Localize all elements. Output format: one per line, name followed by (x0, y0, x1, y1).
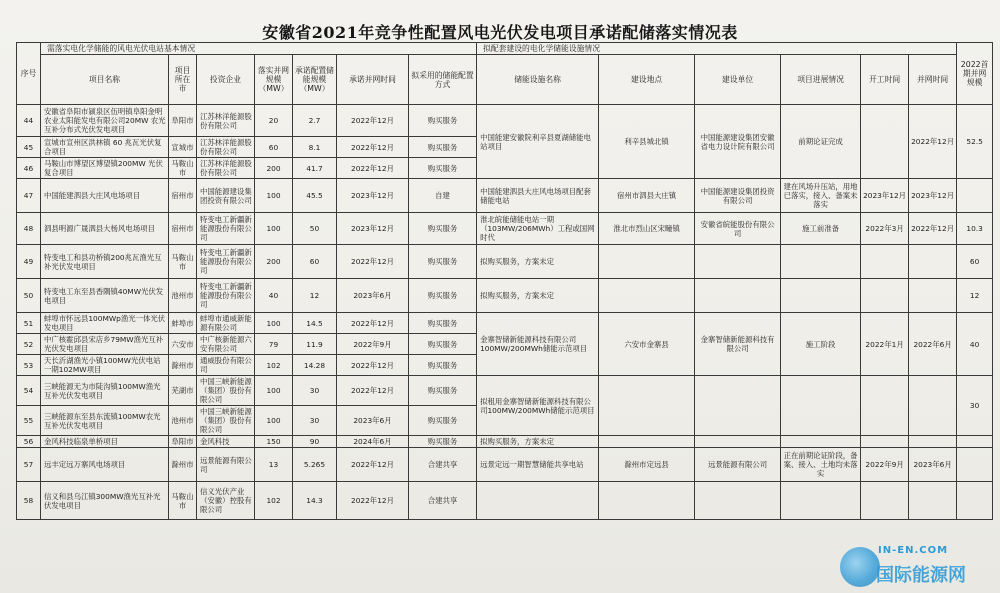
cell-city: 宿州市 (169, 179, 197, 213)
cell-start-time (861, 482, 909, 520)
cell-seq: 51 (17, 313, 41, 334)
cell-facility-name: 拟购买服务，方案未定 (477, 279, 599, 313)
cell-investor: 江苏林洋能源股份有限公司 (197, 105, 255, 137)
table-row (17, 213, 993, 245)
cell-seq: 45 (17, 137, 41, 158)
cell-first-batch (957, 482, 993, 520)
cell-grid-time: 2022年12月 (337, 313, 409, 334)
cell-builder: 中国能源建设集团安徽省电力设计院有限公司 (695, 105, 781, 179)
table-row (17, 279, 993, 313)
cell-start-time: 2022年9月 (861, 448, 909, 482)
cell-location (599, 436, 695, 448)
header-start-time: 开工时间 (861, 55, 909, 105)
cell-city: 滁州市 (169, 355, 197, 376)
cell-first-batch: 60 (957, 245, 993, 279)
cell-investor: 信义光伏产业（安徽）控股有限公司 (197, 482, 255, 520)
cell-facility-name: 淮北皖能储能电站一期（103MW/206MWh）工程或国网时代 (477, 213, 599, 245)
cell-capacity: 102 (255, 482, 293, 520)
cell-grid-time: 2022年12月 (337, 245, 409, 279)
cell-storage-scale: 45.5 (293, 179, 337, 213)
cell-project-name: 三峡能源无为市陡沟镇100MW渔光互补光伏发电项目 (41, 376, 169, 406)
cell-project-name: 金风科技临泉单桥项目 (41, 436, 169, 448)
cell-start-time (861, 245, 909, 279)
cell-capacity: 100 (255, 313, 293, 334)
cell-grid-time: 2023年12月 (337, 213, 409, 245)
cell-storage-scale: 30 (293, 406, 337, 436)
header-seq: 序号 (17, 43, 41, 105)
cell-builder (695, 245, 781, 279)
cell-investor: 江苏林洋能源股份有限公司 (197, 137, 255, 158)
cell-facility-name: 中国能建安徽院利辛县夏湖储能电站项目 (477, 105, 599, 179)
cell-investor: 中国三峡新能源（集团）股份有限公司 (197, 376, 255, 406)
cell-project-name: 中广核霍邱县宋店乡79MW渔光互补光伏发电项目 (41, 334, 169, 355)
cell-grid-time: 2022年12月 (337, 448, 409, 482)
cell-capacity: 100 (255, 213, 293, 245)
cell-progress (781, 279, 861, 313)
cell-config-mode: 购买服务 (409, 245, 477, 279)
cell-facility-name: 拟购买服务，方案未定 (477, 245, 599, 279)
cell-config-mode: 购买服务 (409, 376, 477, 406)
cell-location (599, 245, 695, 279)
cell-investor: 特变电工新疆新能源股份有限公司 (197, 213, 255, 245)
cell-config-mode: 合建共享 (409, 482, 477, 520)
cell-seq: 58 (17, 482, 41, 520)
cell-start-time: 2023年12月 (861, 179, 909, 213)
cell-connect-time (909, 436, 957, 448)
cell-investor: 远景能源有限公司 (197, 448, 255, 482)
cell-progress: 正在前期论证阶段，备案、接入、土地均未落实 (781, 448, 861, 482)
cell-first-batch (957, 448, 993, 482)
cell-grid-time: 2023年12月 (337, 179, 409, 213)
cell-storage-scale: 60 (293, 245, 337, 279)
cell-storage-scale: 30 (293, 376, 337, 406)
cell-facility-name (477, 482, 599, 520)
cell-capacity: 60 (255, 137, 293, 158)
cell-location: 淮北市烈山区宋疃镇 (599, 213, 695, 245)
cell-seq: 57 (17, 448, 41, 482)
cell-connect-time: 2022年6月 (909, 313, 957, 376)
cell-first-batch: 12 (957, 279, 993, 313)
header-connect-time: 并网时间 (909, 55, 957, 105)
cell-first-batch (957, 179, 993, 213)
cell-grid-time: 2022年12月 (337, 376, 409, 406)
cell-start-time (861, 436, 909, 448)
cell-capacity: 13 (255, 448, 293, 482)
cell-city: 蚌埠市 (169, 313, 197, 334)
header-capacity: 落实并网规模（MW） (255, 55, 293, 105)
header-first-batch: 2022首期并网规模 (957, 43, 993, 105)
cell-seq: 56 (17, 436, 41, 448)
cell-first-batch (957, 436, 993, 448)
cell-capacity: 200 (255, 158, 293, 179)
cell-connect-time (909, 376, 957, 436)
cell-storage-scale: 14.5 (293, 313, 337, 334)
cell-progress: 建在风场升压站，用地已落实，接入、备案未落实 (781, 179, 861, 213)
header-facility-name: 储能设施名称 (477, 55, 599, 105)
cell-first-batch: 52.5 (957, 105, 993, 179)
watermark-cn: 国际能源网 (876, 565, 966, 586)
cell-city: 马鞍山市 (169, 158, 197, 179)
cell-config-mode: 购买服务 (409, 137, 477, 158)
table-row (17, 179, 993, 213)
cell-project-name: 特变电工和县功桥镇200兆瓦渔光互补光伏发电项目 (41, 245, 169, 279)
cell-capacity: 100 (255, 179, 293, 213)
cell-location: 利辛县城北镇 (599, 105, 695, 179)
cell-investor: 中广核新能源六安有限公司 (197, 334, 255, 355)
cell-grid-time: 2022年9月 (337, 334, 409, 355)
cell-config-mode: 购买服务 (409, 334, 477, 355)
cell-config-mode: 购买服务 (409, 355, 477, 376)
cell-progress: 施工前准备 (781, 213, 861, 245)
cell-capacity: 20 (255, 105, 293, 137)
cell-seq: 52 (17, 334, 41, 355)
cell-grid-time: 2022年12月 (337, 158, 409, 179)
cell-investor: 通威股份有限公司 (197, 355, 255, 376)
cell-config-mode: 购买服务 (409, 105, 477, 137)
cell-storage-scale: 5.265 (293, 448, 337, 482)
cell-progress: 施工阶段 (781, 313, 861, 376)
cell-city: 宿州市 (169, 213, 197, 245)
cell-facility-name: 金寨智储新能源科技有限公司100MW/200MWh储能示范项目 (477, 313, 599, 376)
cell-project-name: 安徽省阜阳市颍泉区伍明镇阜阳金明农业太阳能发电有限公司20MW 农光互补分布式光伏发电项目 (41, 105, 169, 137)
cell-capacity: 200 (255, 245, 293, 279)
cell-grid-time: 2024年6月 (337, 436, 409, 448)
cell-city: 马鞍山市 (169, 245, 197, 279)
cell-project-name: 宣城市宣州区洪林镇 60 兆瓦光伏复合项目 (41, 137, 169, 158)
table-row (17, 482, 993, 520)
cell-project-name: 蚌埠市怀远县100MWp渔光一体光伏发电项目 (41, 313, 169, 334)
header-project-name: 项目名称 (41, 55, 169, 105)
cell-investor: 中国三峡新能源（集团）股份有限公司 (197, 406, 255, 436)
table-row (17, 448, 993, 482)
cell-project-name: 远丰定远万寨风电场项目 (41, 448, 169, 482)
cell-facility-name: 拟购买服务，方案未定 (477, 436, 599, 448)
globe-icon (840, 547, 880, 587)
document-title: 安徽省2021年竞争性配置风电光伏发电项目承诺配储落实情况表 (262, 23, 738, 42)
header-city: 项目所在市 (169, 55, 197, 105)
cell-seq: 50 (17, 279, 41, 313)
table-row (17, 313, 993, 334)
cell-seq: 55 (17, 406, 41, 436)
cell-connect-time: 2022年12月 (909, 213, 957, 245)
cell-project-name: 天长沂湖渔光小镇100MW光伏电站一期102MW项目 (41, 355, 169, 376)
cell-seq: 53 (17, 355, 41, 376)
cell-project-name: 中国能建泗县大庄风电场项目 (41, 179, 169, 213)
cell-city: 阜阳市 (169, 105, 197, 137)
cell-city: 滁州市 (169, 448, 197, 482)
cell-progress: 前期论证完成 (781, 105, 861, 179)
cell-grid-time: 2022年12月 (337, 482, 409, 520)
table-body (17, 105, 993, 520)
header-builder: 建设单位 (695, 55, 781, 105)
table-row (17, 105, 993, 137)
header-storage-scale: 承诺配置储能规模（MW） (293, 55, 337, 105)
cell-connect-time (909, 482, 957, 520)
cell-config-mode: 购买服务 (409, 213, 477, 245)
cell-location: 滁州市定远县 (599, 448, 695, 482)
cell-investor: 江苏林洋能源股份有限公司 (197, 158, 255, 179)
cell-config-mode: 合建共享 (409, 448, 477, 482)
cell-facility-name: 拟租用金寨智储新能源科技有限公司100MW/200MWh储能示范项目 (477, 376, 599, 436)
cell-facility-name: 中国能建泗县大庄风电场项目配套储能电站 (477, 179, 599, 213)
cell-seq: 47 (17, 179, 41, 213)
cell-project-name: 泗县明源广晟泗县大杨风电场项目 (41, 213, 169, 245)
cell-storage-scale: 41.7 (293, 158, 337, 179)
cell-city: 六安市 (169, 334, 197, 355)
cell-city: 池州市 (169, 406, 197, 436)
cell-config-mode: 购买服务 (409, 158, 477, 179)
cell-capacity: 150 (255, 436, 293, 448)
cell-start-time (861, 105, 909, 179)
cell-location: 宿州市泗县大庄镇 (599, 179, 695, 213)
cell-storage-scale: 90 (293, 436, 337, 448)
table-row (17, 376, 993, 406)
header-progress: 项目进展情况 (781, 55, 861, 105)
cell-city: 阜阳市 (169, 436, 197, 448)
cell-config-mode: 购买服务 (409, 279, 477, 313)
cell-investor: 中国能源建设集团投资有限公司 (197, 179, 255, 213)
cell-start-time: 2022年3月 (861, 213, 909, 245)
cell-city: 芜湖市 (169, 376, 197, 406)
cell-seq: 49 (17, 245, 41, 279)
table-row (17, 245, 993, 279)
cell-investor: 金风科技 (197, 436, 255, 448)
cell-project-name: 特变电工东至县香隅镇40MW光伏发电项目 (41, 279, 169, 313)
cell-progress (781, 436, 861, 448)
cell-grid-time: 2022年12月 (337, 137, 409, 158)
cell-location (599, 279, 695, 313)
cell-facility-name: 远景定远一期智慧储能共享电站 (477, 448, 599, 482)
cell-project-name: 信义和县乌江镇300MW渔光互补光伏发电项目 (41, 482, 169, 520)
cell-grid-time: 2022年12月 (337, 355, 409, 376)
cell-builder: 远景能源有限公司 (695, 448, 781, 482)
cell-city: 池州市 (169, 279, 197, 313)
watermark-logo (840, 543, 990, 591)
table-header (17, 43, 993, 105)
cell-location: 六安市金寨县 (599, 313, 695, 376)
cell-builder (695, 482, 781, 520)
cell-capacity: 100 (255, 406, 293, 436)
watermark-en: IN-EN.COM (878, 545, 949, 556)
cell-grid-time: 2023年6月 (337, 279, 409, 313)
cell-storage-scale: 50 (293, 213, 337, 245)
cell-project-name: 马鞍山市博望区博望镇200MW 光伏复合项目 (41, 158, 169, 179)
cell-storage-scale: 14.3 (293, 482, 337, 520)
cell-connect-time: 2023年12月 (909, 179, 957, 213)
cell-start-time (861, 376, 909, 436)
cell-city: 宣城市 (169, 137, 197, 158)
cell-location (599, 376, 695, 436)
cell-city: 马鞍山市 (169, 482, 197, 520)
cell-builder (695, 376, 781, 436)
cell-config-mode: 购买服务 (409, 406, 477, 436)
cell-investor: 蚌埠市通威新能源有限公司 (197, 313, 255, 334)
cell-config-mode: 购买服务 (409, 436, 477, 448)
cell-builder: 安徽省皖能股份有限公司 (695, 213, 781, 245)
cell-builder: 金寨智储新能源科技有限公司 (695, 313, 781, 376)
header-location: 建设地点 (599, 55, 695, 105)
cell-seq: 48 (17, 213, 41, 245)
cell-seq: 46 (17, 158, 41, 179)
cell-connect-time (909, 279, 957, 313)
cell-seq: 54 (17, 376, 41, 406)
cell-connect-time (909, 245, 957, 279)
header-investor: 投资企业 (197, 55, 255, 105)
cell-location (599, 482, 695, 520)
cell-storage-scale: 14.28 (293, 355, 337, 376)
cell-storage-scale: 12 (293, 279, 337, 313)
cell-investor: 特变电工新疆新能源股份有限公司 (197, 279, 255, 313)
section-storage: 拟配套建设的电化学储能设施情况 (477, 43, 957, 55)
header-grid-time: 承诺并网时间 (337, 55, 409, 105)
cell-connect-time: 2022年12月 (909, 105, 957, 179)
table-row (17, 436, 993, 448)
cell-progress (781, 376, 861, 436)
cell-first-batch: 10.3 (957, 213, 993, 245)
cell-storage-scale: 11.9 (293, 334, 337, 355)
cell-first-batch: 40 (957, 313, 993, 376)
cell-capacity: 100 (255, 376, 293, 406)
cell-config-mode: 购买服务 (409, 313, 477, 334)
cell-start-time: 2022年1月 (861, 313, 909, 376)
cell-progress (781, 482, 861, 520)
cell-start-time (861, 279, 909, 313)
storage-table (16, 42, 993, 520)
header-config-mode: 拟采用的储能配置方式 (409, 55, 477, 105)
cell-project-name: 三峡能源东至县东流镇100MW农光互补光伏发电项目 (41, 406, 169, 436)
cell-capacity: 79 (255, 334, 293, 355)
cell-grid-time: 2022年12月 (337, 105, 409, 137)
cell-seq: 44 (17, 105, 41, 137)
cell-capacity: 40 (255, 279, 293, 313)
cell-config-mode: 自建 (409, 179, 477, 213)
section-basic: 需落实电化学储能的风电光伏电站基本情况 (41, 43, 477, 55)
cell-storage-scale: 2.7 (293, 105, 337, 137)
cell-connect-time: 2023年6月 (909, 448, 957, 482)
cell-builder (695, 436, 781, 448)
cell-investor: 特变电工新疆新能源股份有限公司 (197, 245, 255, 279)
cell-capacity: 102 (255, 355, 293, 376)
cell-builder: 中国能源建设集团投资有限公司 (695, 179, 781, 213)
cell-builder (695, 279, 781, 313)
cell-storage-scale: 8.1 (293, 137, 337, 158)
cell-progress (781, 245, 861, 279)
cell-grid-time: 2023年6月 (337, 406, 409, 436)
cell-first-batch: 30 (957, 376, 993, 436)
